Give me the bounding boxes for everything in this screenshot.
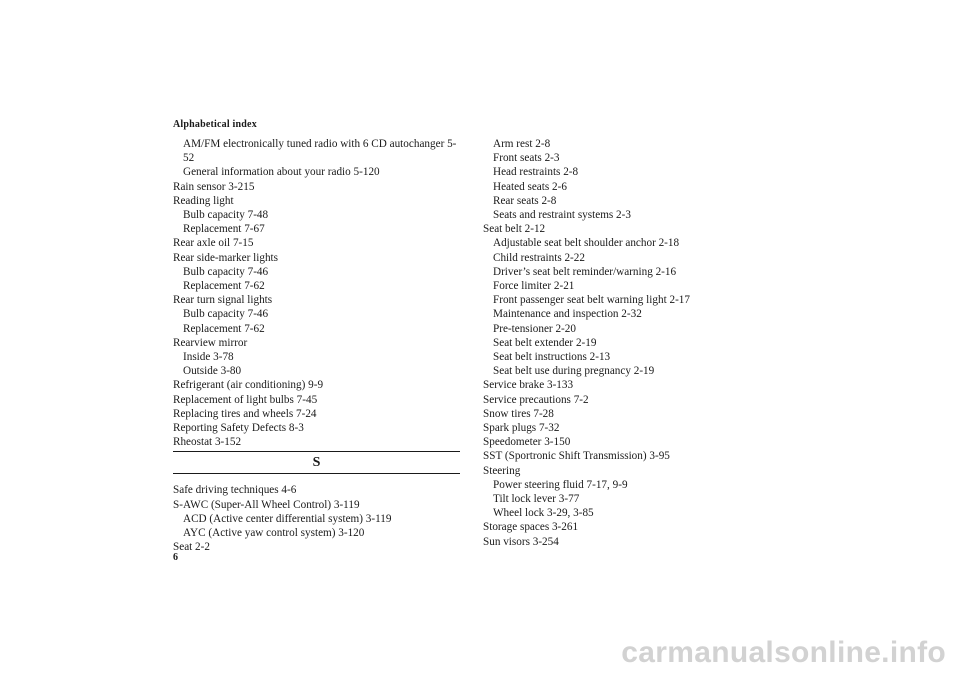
index-entry: Child restraints 2-22 <box>493 251 585 264</box>
index-entry: Power steering fluid 7-17, 9-9 <box>493 478 628 491</box>
index-list-r-entries <box>173 137 463 449</box>
index-entry: Rear turn signal lights <box>173 294 273 307</box>
index-entry: Rearview mirror <box>173 336 248 349</box>
index-entry: Spark plugs 7-32 <box>483 422 560 435</box>
index-entry: SST (Sportronic Shift Transmission) 3-95 <box>483 450 670 463</box>
index-entry: AM/FM electronically tuned radio with 6 CD autochanger 5-52 <box>183 138 457 165</box>
index-entry: Outside 3-80 <box>183 365 242 378</box>
index-entry: Inside 3-78 <box>183 351 234 364</box>
index-entry: Head restraints 2-8 <box>493 166 579 179</box>
index-entry: Bulb capacity 7-46 <box>183 308 269 321</box>
index-entry: Tilt lock lever 3-77 <box>493 493 580 506</box>
index-entry: Adjustable seat belt shoulder anchor 2-18 <box>493 237 680 250</box>
index-entry: S-AWC (Super-All Wheel Control) 3-119 <box>173 498 360 511</box>
index-list-s-continued <box>483 137 773 549</box>
index-entry: General information about your radio 5-120 <box>183 166 380 179</box>
index-list-s-entries <box>173 483 463 554</box>
index-entry: Seat belt instructions 2-13 <box>493 351 611 364</box>
index-entry: Heated seats 2-6 <box>493 180 567 193</box>
index-entry: Replacement of light bulbs 7-45 <box>173 393 318 406</box>
index-entry: Seat belt use during pregnancy 2-19 <box>493 365 655 378</box>
index-entry: Service brake 3-133 <box>483 379 574 392</box>
index-entry: Refrigerant (air conditioning) 9-9 <box>173 379 324 392</box>
index-entry: Force limiter 2-21 <box>493 280 575 293</box>
index-entry: Rear side-marker lights <box>173 251 279 264</box>
index-column-right <box>483 137 773 549</box>
index-entry: Rear seats 2-8 <box>493 194 557 207</box>
section-letter-heading: S <box>173 451 460 474</box>
index-entry: Driver’s seat belt reminder/warning 2-16 <box>493 265 677 278</box>
index-entry: Front seats 2-3 <box>493 152 560 165</box>
index-entry: Storage spaces 3-261 <box>483 521 579 534</box>
index-entry: Replacement 7-62 <box>183 280 265 293</box>
index-column-left <box>173 137 463 554</box>
index-entry: AYC (Active yaw control system) 3-120 <box>183 527 365 540</box>
index-entry: Safe driving techniques 4-6 <box>173 484 297 497</box>
index-entry: Replacing tires and wheels 7-24 <box>173 407 317 420</box>
index-entry: Replacement 7-67 <box>183 223 265 236</box>
index-entry: Service precautions 7-2 <box>483 393 589 406</box>
index-entry: Pre-tensioner 2-20 <box>493 322 576 335</box>
index-entry: Seats and restraint systems 2-3 <box>493 209 631 222</box>
index-entry: Front passenger seat belt warning light 2-17 <box>493 294 690 307</box>
index-entry: Reading light <box>173 194 234 207</box>
index-entry: Reporting Safety Defects 8-3 <box>173 422 304 435</box>
index-entry: Snow tires 7-28 <box>483 407 554 420</box>
index-entry: Sun visors 3-254 <box>483 535 559 548</box>
index-entry: Replacement 7-62 <box>183 322 265 335</box>
index-entry: Wheel lock 3-29, 3-85 <box>493 507 594 520</box>
page-header-title: Alphabetical index <box>173 119 257 130</box>
index-entry: Arm rest 2-8 <box>493 138 551 150</box>
index-entry: Rheostat 3-152 <box>173 436 242 449</box>
index-entry: Steering <box>483 464 521 477</box>
index-entry: Seat 2-2 <box>173 541 210 554</box>
index-entry: Bulb capacity 7-48 <box>183 209 269 222</box>
index-entry: Speedometer 3-150 <box>483 436 571 449</box>
index-entry: Rear axle oil 7-15 <box>173 237 254 250</box>
index-entry: Maintenance and inspection 2-32 <box>493 308 642 321</box>
index-entry: Seat belt extender 2-19 <box>493 336 597 349</box>
index-entry: Bulb capacity 7-46 <box>183 265 269 278</box>
index-entry: Seat belt 2-12 <box>483 223 546 236</box>
page-number: 6 <box>173 552 178 563</box>
index-entry: Rain sensor 3-215 <box>173 180 255 193</box>
watermark-text: carmanualsonline.info <box>621 636 946 669</box>
index-entry: ACD (Active center differential system) 3-119 <box>183 512 392 525</box>
